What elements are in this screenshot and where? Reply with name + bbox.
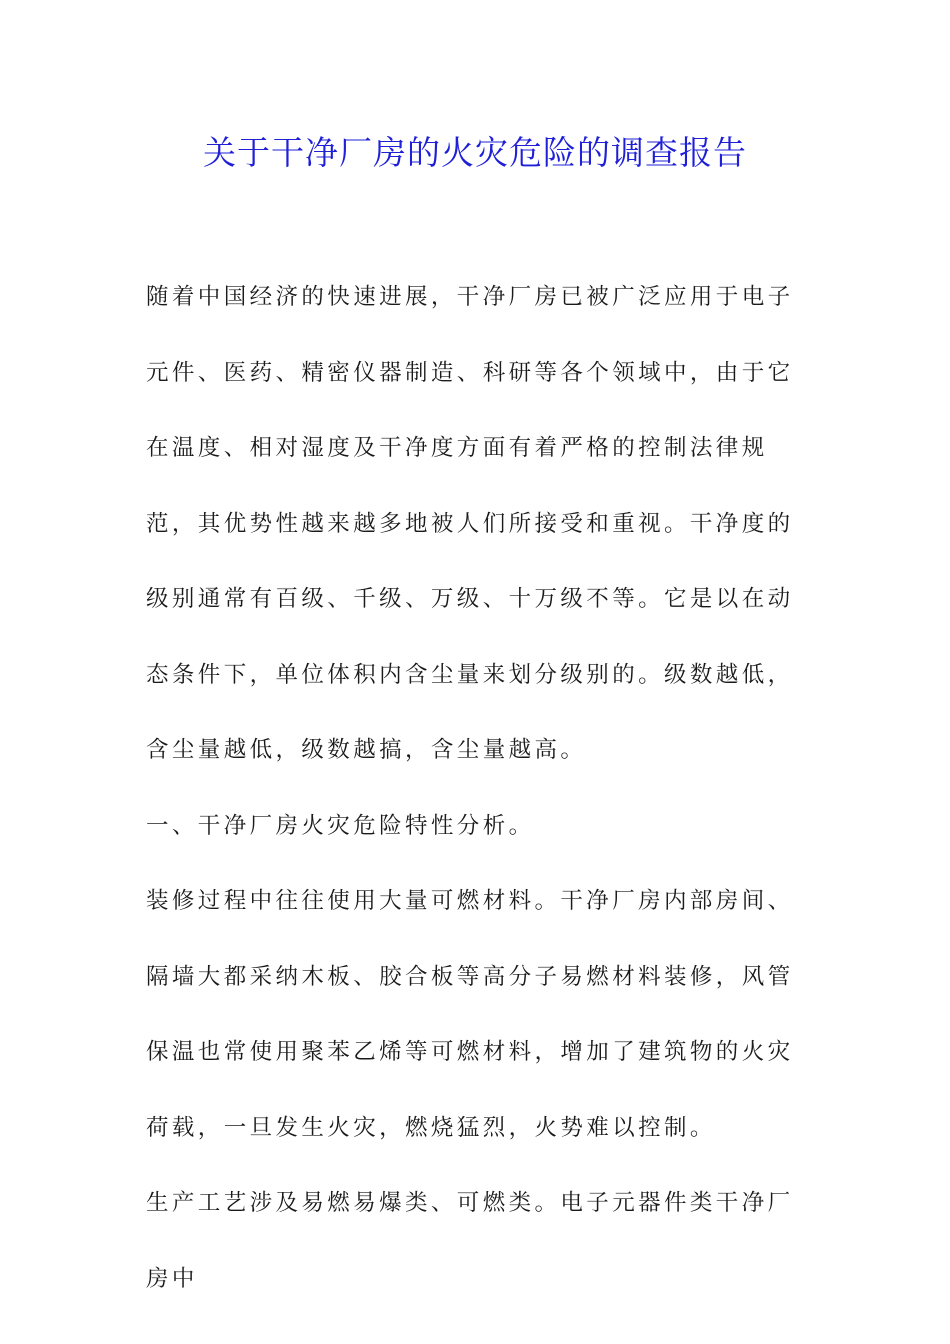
paragraph-intro: 随着中国经济的快速进展，干净厂房已被广泛应用于电子元件、医药、精密仪器制造、科研等各个领域中，由于它在温度、相对湿度及干净度方面有着严格的控制法律规范，其优势性越来越多地被人们所接受和重视。干净度的级别通常有百级、千级、万级、十万级不等。它是以在动态条件下，单位体积内含尘量来划分级别的。级数越低，含尘量越低，级数越搞，含尘量越高。 [146,284,794,763]
paragraph-decoration-materials: 装修过程中往往使用大量可燃材料。干净厂房内部房间、隔墙大都采纳木板、胶合板等高分子易燃材料装修，风管保温也常使用聚苯乙烯等可燃材料，增加了建筑物的火灾荷载，一旦发生火灾，燃烧猛烈，火势难以控制。 [146,888,794,1141]
document-title: 关于干净厂房的火灾危险的调查报告 [203,133,747,172]
document-body [146,260,806,1317]
section-heading-1: 一、干净厂房火灾危险特性分析。 [146,812,535,839]
paragraph-production-process: 生产工艺涉及易燃易爆类、可燃类。电子元器件类干净厂房中 [146,1190,794,1292]
